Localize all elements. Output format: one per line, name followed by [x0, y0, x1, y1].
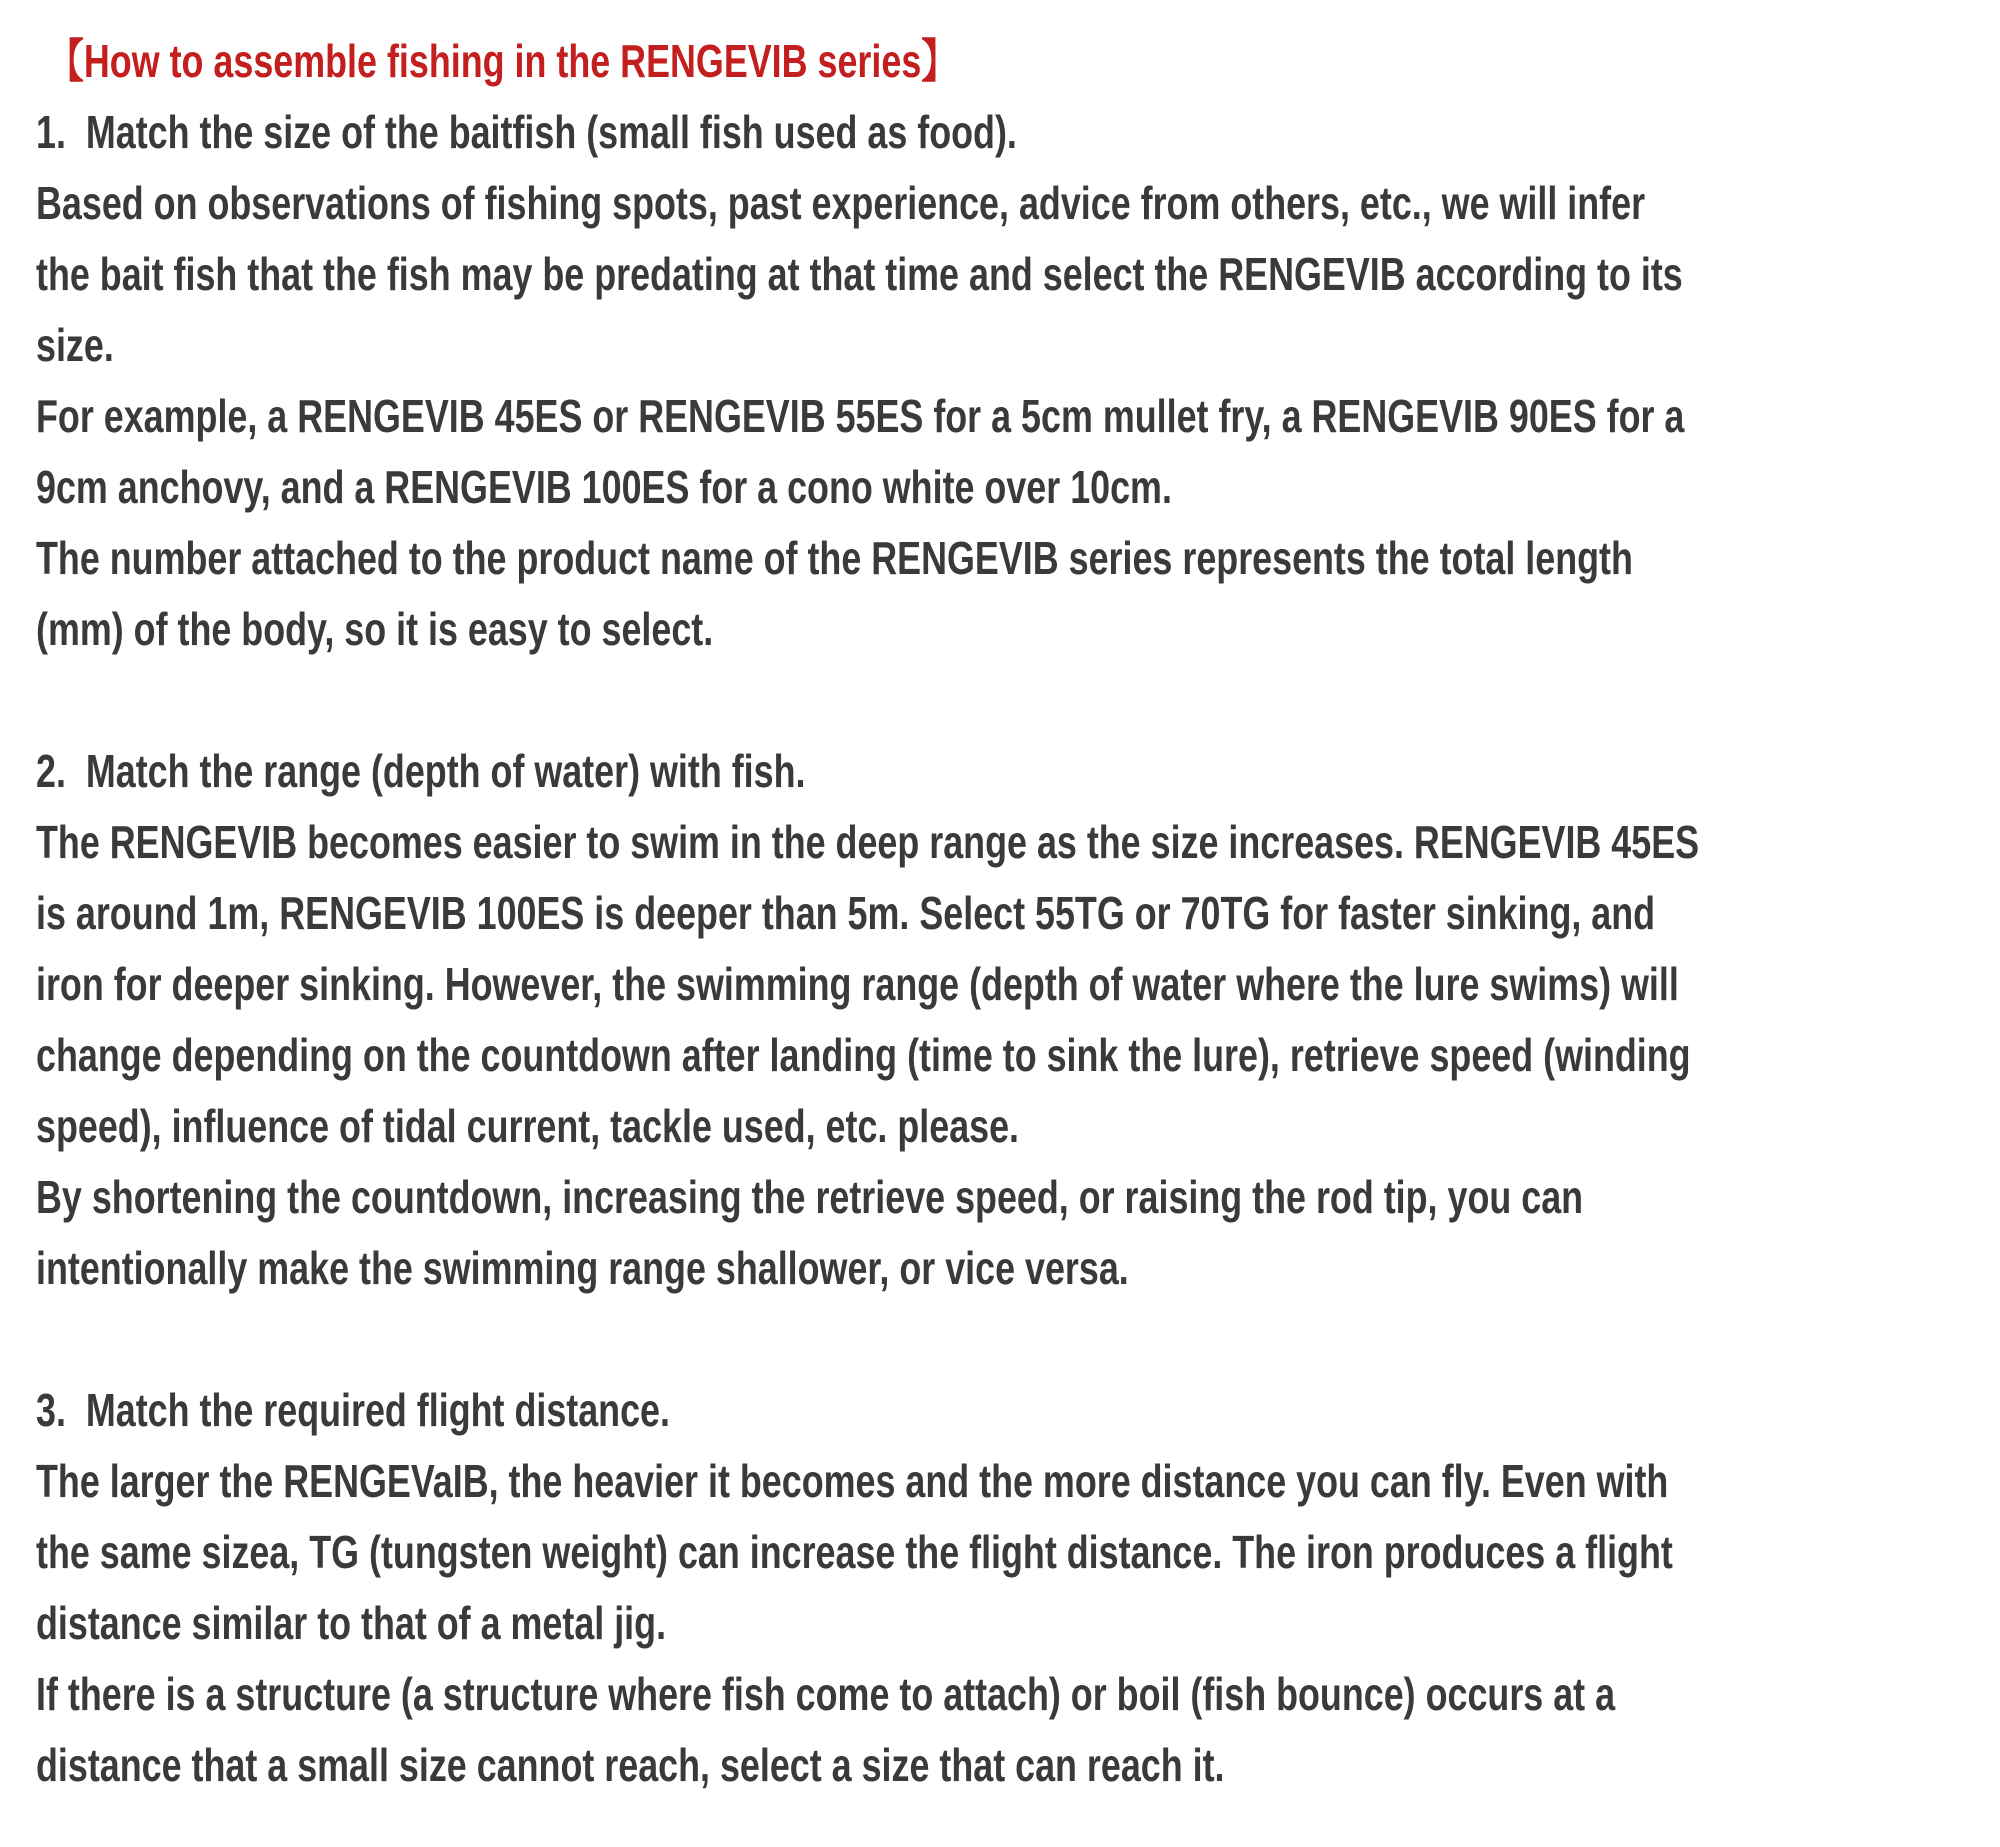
- text-line: change depending on the countdown after landing (time to sink the lure), retrieve speed (winding: [36, 1029, 1691, 1081]
- text-line: speed), influence of tidal current, tackle used, etc. please.: [36, 1100, 1020, 1152]
- section-step-1: [36, 97, 2000, 665]
- step-title: 1. Match the size of the baitfish (small fish used as food).: [36, 106, 1017, 158]
- article-title: 【How to assemble fishing in the RENGEVIB series】: [48, 35, 958, 87]
- text-line: For example, a RENGEVIB 45ES or RENGEVIB 55ES for a 5cm mullet fry, a RENGEVIB 90ES for a: [36, 390, 1685, 442]
- section-step-3: [36, 1375, 2000, 1801]
- text-line: (mm) of the body, so it is easy to select.: [36, 603, 714, 655]
- text-line: is around 1m, RENGEVIB 100ES is deeper than 5m. Select 55TG or 70TG for faster sinking, and: [36, 887, 1656, 939]
- text-line: By shortening the countdown, increasing the retrieve speed, or raising the rod tip, you can: [36, 1171, 1584, 1223]
- text-line: The larger the RENGEVaIB, the heavier it becomes and the more distance you can fly. Even with: [36, 1455, 1669, 1507]
- text-line: distance that a small size cannot reach, select a size that can reach it.: [36, 1739, 1225, 1791]
- text-line: the bait fish that the fish may be predating at that time and select the RENGEVIB according to its: [36, 248, 1683, 300]
- text-line: intentionally make the swimming range shallower, or vice versa.: [36, 1242, 1129, 1294]
- section-step-2: [36, 736, 2000, 1304]
- text-line: distance similar to that of a metal jig.: [36, 1597, 667, 1649]
- text-line: the same sizea, TG (tungsten weight) can increase the flight distance. The iron produces a flight: [36, 1526, 1673, 1578]
- text-line: 9cm anchovy, and a RENGEVIB 100ES for a cono white over 10cm.: [36, 461, 1172, 513]
- text-line: The number attached to the product name of the RENGEVIB series represents the total length: [36, 532, 1633, 584]
- step-title: 2. Match the range (depth of water) with fish.: [36, 745, 806, 797]
- text-line: size.: [36, 319, 114, 371]
- text-line: iron for deeper sinking. However, the swimming range (depth of water where the lure swims) will: [36, 958, 1679, 1010]
- text-line: Based on observations of fishing spots, past experience, advice from others, etc., we will infer: [36, 177, 1646, 229]
- step-title: 3. Match the required flight distance.: [36, 1384, 670, 1436]
- text-line: If there is a structure (a structure where fish come to attach) or boil (fish bounce) occurs at a: [36, 1668, 1616, 1720]
- text-line: The RENGEVIB becomes easier to swim in the deep range as the size increases. RENGEVIB 45ES: [36, 816, 1700, 868]
